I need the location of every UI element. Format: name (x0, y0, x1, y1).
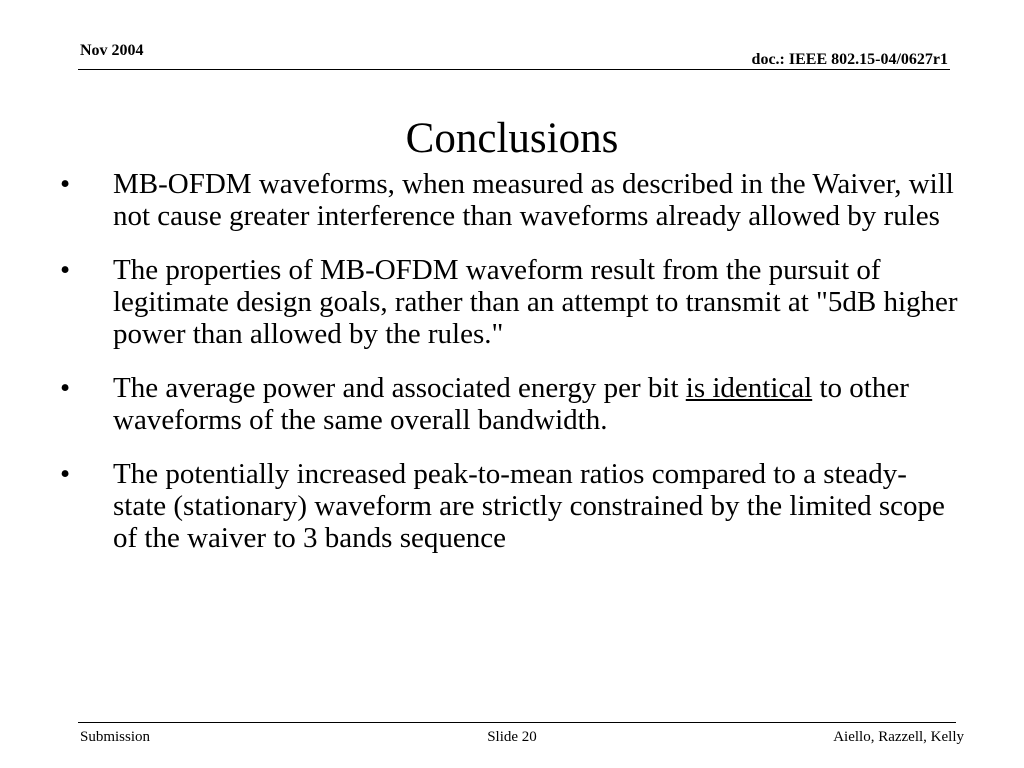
bullet-text: The potentially increased peak-to-mean ratios compared to a steady-state (stationary) waveform are strictly constrained by the limited scope of the waiver to 3 bands sequence (113, 458, 945, 554)
footer-divider (78, 722, 956, 723)
header-divider (78, 69, 950, 70)
header-date: Nov 2004 (80, 42, 144, 59)
bullet-marker: • (60, 168, 71, 200)
bullet-marker: • (60, 372, 71, 404)
bullet-text-before: The average power and associated energy per bit (113, 372, 686, 404)
underlined-emphasis: is identical (685, 372, 813, 404)
bullet-list (60, 168, 960, 576)
bullet-item (60, 254, 960, 350)
bullet-text-after: to other waveforms of the same overall bandwidth. (113, 372, 909, 436)
bullet-item (60, 458, 960, 554)
bullet-item (60, 168, 960, 232)
footer-submission: Submission (80, 729, 151, 745)
bullet-item (60, 372, 960, 436)
header-doc-id: doc.: IEEE 802.15-04/0627r1 (751, 51, 948, 68)
bullet-text: MB-OFDM waveforms, when measured as described in the Waiver, will not cause greater interference than waveforms already allowed by rules (113, 168, 954, 232)
slide-title: Conclusions (405, 115, 619, 162)
bullet-marker: • (60, 458, 71, 490)
footer-authors: Aiello, Razzell, Kelly (833, 729, 964, 745)
bullet-marker: • (60, 254, 71, 286)
bullet-text: The properties of MB-OFDM waveform result from the pursuit of legitimate design goals, rather than an attempt to transmit at "5dB higher power than allowed by the rules." (113, 254, 958, 350)
footer-slide-number: Slide 20 (487, 729, 537, 745)
